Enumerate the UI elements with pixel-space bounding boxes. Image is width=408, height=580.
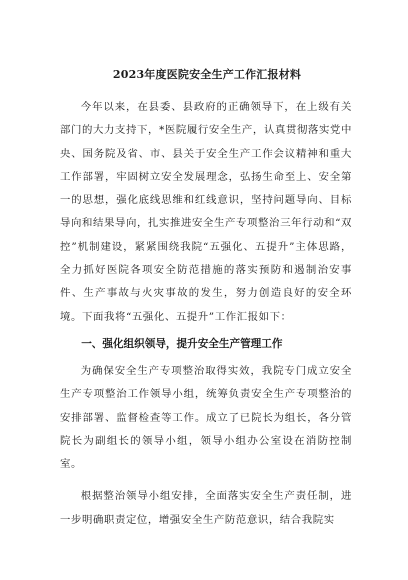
body-paragraph: 为确保安全生产专项整治取得实效，我院专门成立安全生产专项整治工作领导小组，统筹负责安全生产专项整治的安排部署、监督检查等工作。成立了已院长为组长，各分管院长为副组长的领导小组，领导小组办公室设在消防控制室。 <box>60 364 352 471</box>
document-title: 2023年度医院安全生产工作汇报材料 <box>112 68 302 81</box>
intro-paragraph: 今年以来，在县委、县政府的正确领导下，在上级有关部门的大力支持下，*医院履行安全生产，认真贯彻落实党中央、国务院及省、市、县关于安全生产工作会议精神和重大工作部署，牢固树立安全发展理念，弘扬生命至上、安全第一的思想，强化底线思维和红线意识，坚持问题导向、目标导向和结果导向，扎实推进安全生产专项整治三年行动和“双控”机制建设，紧紧围绕我院“五强化、五提升”主体思路，全力抓好医院各项安全防范措施的落实预防和遏制治安事件、生产事故与火灾事故的发生，努力创造良好的安全环境。下面我将“五强化、五提升”工作汇报如下： <box>60 101 352 323</box>
body-paragraph: 根据整治领导小组安排，全面落实安全生产责任制，进一步明确职责定位，增强安全生产防范意识，结合我院实 <box>60 490 352 526</box>
section-heading: 一、强化组织领导，提升安全生产管理工作 <box>81 337 283 350</box>
